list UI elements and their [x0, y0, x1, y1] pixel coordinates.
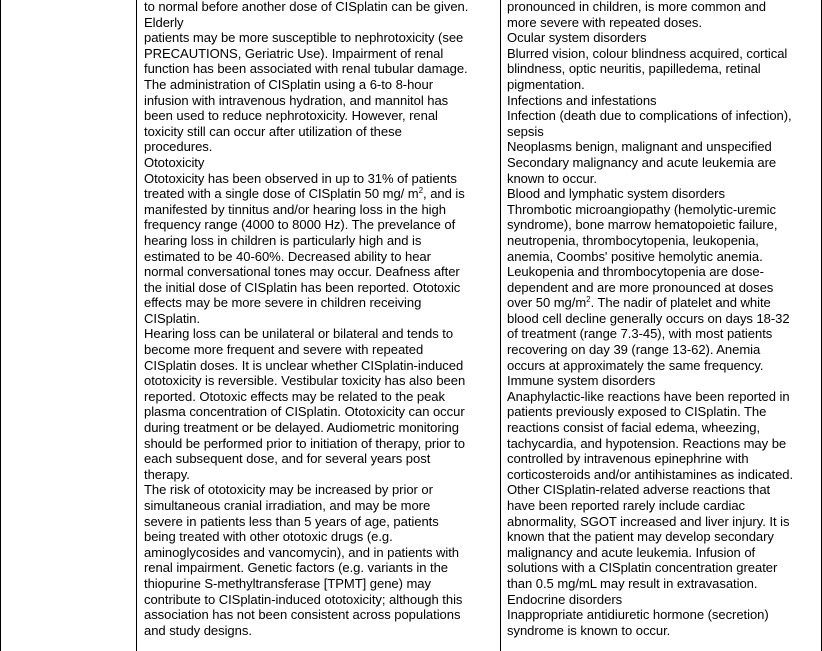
- text-line: during treatment or be delayed. Audiometric monitoring: [144, 420, 459, 436]
- text-line: infusion with intravenous hydration, and mannitol has: [144, 92, 449, 108]
- text-line: should be performed prior to initiation of therapy, prior to: [144, 435, 465, 451]
- text-line: CISplatin doses. It is unclear whether CISplatin-induced: [144, 357, 464, 373]
- text-line: procedures.: [144, 139, 213, 155]
- text-line: more severe with repeated doses.: [507, 14, 702, 30]
- text-line: Anaphylactic-like reactions have been reported in: [507, 388, 790, 404]
- text-line: have been reported rarely include cardiac: [507, 498, 746, 513]
- text-line: manifested by tinnitus and/or hearing loss in the high: [144, 201, 446, 217]
- text-line: estimated to be 40-60%. Decreased ability to hear: [144, 248, 431, 264]
- text-line: Elderly: [144, 14, 184, 30]
- text-line: thiopurine S-methyltransferase [TPMT] gene) may: [144, 575, 431, 591]
- text-line: frequency range (4000 to 8000 Hz). The prevelance of: [144, 217, 456, 233]
- text-line: treated with a single dose of CISplatin 50 mg/ $m^2$, and is: [144, 186, 465, 202]
- text-line: severe in patients less than 5 years of age, patients: [144, 513, 439, 529]
- text-line: effects may be more severe in children receiving: [144, 295, 422, 311]
- text-line: Secondary malignancy and acute leukemia are: [507, 154, 777, 170]
- text-line: renal impairment. Genetic factors (e.g. variants in the: [144, 560, 448, 576]
- text-line: PRECAUTIONS, Geriatric Use). Impairment of renal: [144, 45, 444, 61]
- text-line: known that the patient may develop secondary: [507, 529, 774, 545]
- text-line: ototoxicity is reversible. Vestibular toxicity has also been: [144, 373, 466, 389]
- text-line: aminoglycosides and vancomycin), and in patients with: [144, 544, 459, 560]
- text-line: controlled by intravenous epinephrine with: [507, 451, 749, 467]
- text-line: reported. Ototoxic effects may be related to the peak: [144, 388, 445, 404]
- text-line: reactions consist of facial edema, wheezing,: [507, 420, 761, 436]
- text-line: syndrome), bone marrow hematopoietic failure,: [507, 217, 778, 233]
- text-line: to normal before another dose of CISplatin can be given.: [144, 0, 469, 14]
- text-line: pigmentation.: [507, 76, 585, 92]
- text-line: each subsequent dose, and for several years post: [144, 451, 431, 467]
- text-line: occurs at approximately the same frequency.: [507, 357, 764, 373]
- text-line: normal conversational tones may occur. Deafness after: [144, 264, 460, 280]
- text-line: Blurred vision, colour blindness acquired, cortical: [507, 45, 788, 61]
- text-line: Infections and infestations: [507, 92, 657, 108]
- text-line: syndrome is known to occur.: [507, 622, 671, 638]
- text-line: Endocrine disorders: [507, 591, 623, 607]
- text-line: Ocular system disorders: [507, 30, 647, 46]
- text-line: Inappropriate antidiuretic hormone (secretion): [507, 607, 769, 623]
- text-line: CISplatin.: [144, 310, 201, 326]
- text-line: neutropenia, thrombocytopenia, leukopenia,: [507, 232, 759, 248]
- text-line: recovering on day 39 (range 13-62). Anemia: [507, 342, 761, 358]
- text-line: known to occur.: [507, 170, 597, 186]
- text-line: solutions with a CISplatin concentration greater: [507, 560, 778, 576]
- text-line: malignancy and acute leukemia. Infusion of: [507, 544, 756, 560]
- text-line: sepsis: [507, 123, 544, 139]
- text-line: abnormality, SGOT increased and liver injury. It is: [507, 513, 790, 529]
- left-text-cell: [144, 0, 496, 638]
- text-line: blindness, optic neuritis, papilledema, retinal: [507, 61, 761, 77]
- text-line: association has not been consistent across populations: [144, 607, 461, 623]
- text-line: been used to reduce nephrotoxicity. However, renal: [144, 108, 438, 124]
- text-line: The administration of CISplatin using a 6-to 8-hour: [144, 76, 433, 92]
- text-line: Leukopenia and thrombocytopenia are dose-: [507, 264, 764, 280]
- text-line: function has been associated with renal tubular damage.: [144, 61, 468, 77]
- text-line: Hearing loss can be unilateral or bilateral and tends to: [144, 326, 454, 342]
- text-line: patients previously exposed to CISplatin. The: [507, 404, 767, 420]
- text-line: hearing loss in children is particularly high and is: [144, 232, 422, 248]
- text-line: blood cell decline generally occurs on days 18-32: [507, 310, 790, 326]
- text-line: the initial dose of CISplatin has been reported. Ototoxic: [144, 279, 461, 295]
- table-divider-1: [136, 0, 137, 651]
- text-line: contribute to CISplatin-induced ototoxicity; although this: [144, 591, 463, 607]
- text-line: plasma concentration of CISplatin. Ototoxicity can occur: [144, 404, 465, 420]
- text-line: than 0.5 mg/mL may result in extravasation.: [507, 575, 758, 591]
- text-line: Ototoxicity has been observed in up to 31% of patients: [144, 170, 457, 186]
- text-line: simultaneous cranial irradiation, and may be more: [144, 498, 431, 513]
- text-line: Blood and lymphatic system disorders: [507, 186, 725, 202]
- text-line: Infection (death due to complications of infection),: [507, 108, 792, 124]
- text-line: over 50 $mg/m^2$. The nadir of platelet and white: [507, 295, 771, 311]
- right-text-cell: [507, 0, 817, 638]
- text-line: Immune system disorders: [507, 373, 656, 389]
- text-line: tachycardia, and hypotension. Reactions may be: [507, 435, 787, 451]
- text-line: pronounced in children, is more common and: [507, 0, 766, 14]
- text-line: being treated with other ototoxic drugs (e.g.: [144, 529, 393, 545]
- text-line: therapy.: [144, 466, 190, 482]
- text-line: corticosteroids and/or antihistamines as indicated.: [507, 466, 794, 482]
- text-line: The risk of ototoxicity may be increased by prior or: [144, 482, 433, 498]
- text-line: patients may be more susceptible to nephrotoxicity (see: [144, 30, 464, 46]
- text-line: become more frequent and severe with repeated: [144, 342, 424, 358]
- table-divider-2: [500, 0, 501, 651]
- text-line: of treatment (range 7.3-45), with most patients: [507, 326, 773, 342]
- text-line: anemia, Coombs' positive hemolytic anemia.: [507, 248, 763, 264]
- text-line: Other CISplatin-related adverse reactions that: [507, 482, 771, 498]
- text-line: Neoplasms benign, malignant and unspecified: [507, 139, 772, 155]
- text-line: Thrombotic microangiopathy (hemolytic-uremic: [507, 201, 776, 217]
- table-border-left: [0, 0, 1, 651]
- text-line: and study designs.: [144, 622, 252, 638]
- text-line: toxicity still can occur after utilization of these: [144, 123, 402, 139]
- text-line: dependent and are more pronounced at doses: [507, 279, 774, 295]
- text-line: Ototoxicity: [144, 154, 205, 170]
